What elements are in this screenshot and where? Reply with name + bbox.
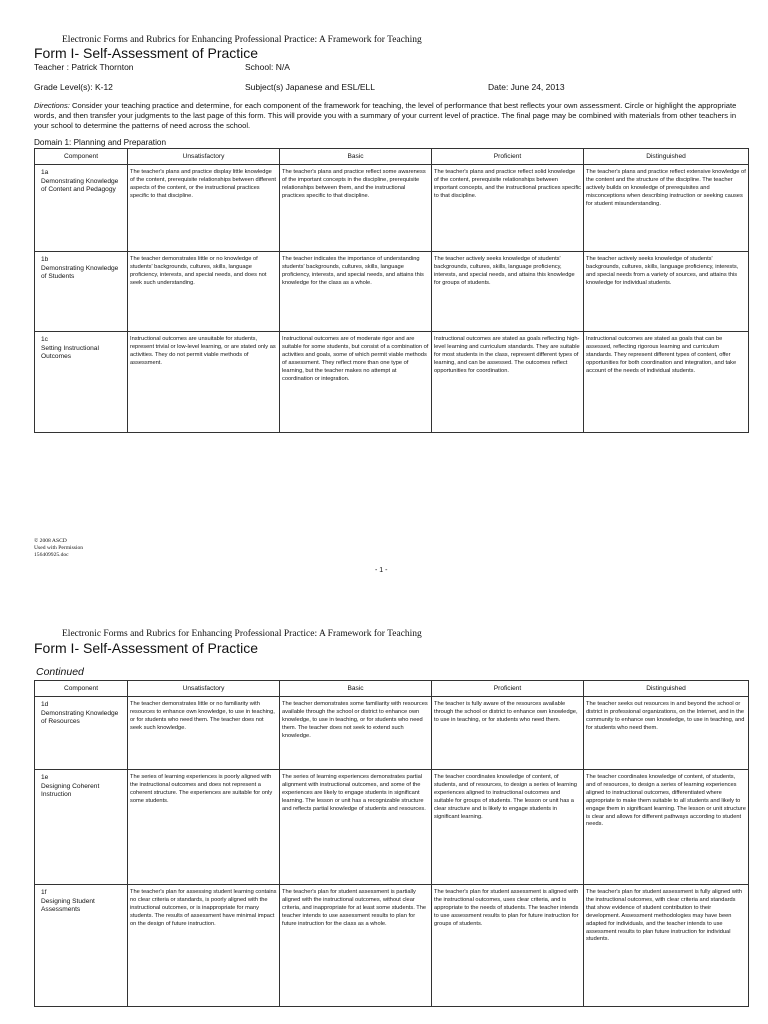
document-supertitle: Electronic Forms and Rubrics for Enhancing Professional Practice: A Framework for Teaching [62,35,422,45]
component-cell: 1f Designing Student Assessments [35,885,128,1007]
table-row [35,165,749,252]
table-row [35,770,749,885]
header-basic: Basic [280,681,432,697]
distinguished-cell: The teacher seeks out resources in and beyond the school or district in professional organizations, on the Internet, and in the community to enhance own knowledge, to use in teaching, and for students who need them. [584,697,749,770]
unsatisfactory-cell: The teacher demonstrates little or no knowledge of students' backgrounds, cultures, skills, language proficiency, interests, and special needs, and does not seek such understanding. [128,252,280,332]
proficient-cell: The teacher actively seeks knowledge of students' backgrounds, cultures, skills, language proficiency, interests, and special needs, and attains this knowledge for groups of students. [432,252,584,332]
directions-label: Directions: [34,101,70,110]
header-distinguished: Distinguished [584,149,749,165]
rubric-table [34,680,749,1007]
header-basic: Basic [280,149,432,165]
teacher-name: Teacher : Patrick Thornton [34,62,134,72]
unsatisfactory-cell: The series of learning experiences is poorly aligned with the instructional outcomes and does not represent a coherent structure. The experiences are suitable for only some students. [128,770,280,885]
table-row [35,697,749,770]
header-component: Component [35,681,128,697]
component-cell: 1b Demonstrating Knowledge of Students [35,252,128,332]
unsatisfactory-cell: The teacher's plans and practice display little knowledge of the content, prerequisite relationships between different aspects of the content, or the instructional practices specific to that discipline. [128,165,280,252]
unsatisfactory-cell: The teacher's plan for assessing student learning contains no clear criteria or standards, is poorly aligned with the instructional outcomes, or is inappropriate for many students. The results of assessment have minimal impact on the design of future instruction. [128,885,280,1007]
table-header-row [35,681,749,697]
header-distinguished: Distinguished [584,681,749,697]
basic-cell: The teacher's plan for student assessment is partially aligned with the instructional outcomes, without clear criteria, and inappropriate for at least some students. The teacher intends to use assessment results to plan for future instruction for the class as a whole. [280,885,432,1007]
school-name: School: N/A [245,62,290,72]
footer-filename: 156409925.doc [34,552,69,559]
distinguished-cell: The teacher coordinates knowledge of content, of students, and of resources, to design a series of learning experiences aligned to instructional outcomes, differentiated where appropriate to make them suitable to all students and likely to engage them in significant learning. The lesson or unit structure is clear and allows for different pathways according to student needs. [584,770,749,885]
table-header-row [35,149,749,165]
basic-cell: Instructional outcomes are of moderate rigor and are suitable for some students, but consist of a combination of activities and goals, some of which permit viable methods of assessment. They reflect more than one type of learning, but the teacher makes no attempt at coordination or integration. [280,332,432,433]
document-supertitle: Electronic Forms and Rubrics for Enhancing Professional Practice: A Framework for Teaching [62,629,422,639]
table-row [35,885,749,1007]
header-unsatisfactory: Unsatisfactory [128,681,280,697]
directions [34,101,746,131]
distinguished-cell: The teacher's plan for student assessment is fully aligned with the instructional outcomes, with clear criteria and standards that show evidence of student contribution to their development. Assessment methodologies may have been adapted for individuals, and the teacher intends to use assessment results to plan future instruction for individual students. [584,885,749,1007]
continued-label: Continued [36,666,84,678]
rubric-table [34,148,749,433]
grade-levels: Grade Level(s): K-12 [34,82,113,92]
basic-cell: The teacher indicates the importance of understanding students' backgrounds, cultures, skills, language proficiency, interests, and special needs, and attains this knowledge for the class as a whole. [280,252,432,332]
distinguished-cell: Instructional outcomes are stated as goals that can be assessed, reflecting rigorous learning and curriculum standards. They represent different types of content, offer opportunities for both coordination and integration, and take account of the needs of individual students. [584,332,749,433]
proficient-cell: The teacher's plans and practice reflect solid knowledge of the content, prerequisite relationships between important concepts, and the instructional practices specific to that discipline. [432,165,584,252]
basic-cell: The series of learning experiences demonstrates partial alignment with instructional outcomes, and some of the experiences are likely to engage students in significant learning. The lesson or unit has a recognizable structure and reflects partial knowledge of students and resources. [280,770,432,885]
footer [34,538,83,560]
proficient-cell: The teacher coordinates knowledge of content, of students, and of resources, to design a series of learning experiences aligned to instructional outcomes and suitable for groups of students. The lesson or unit has a clear structure and is likely to engage students in significant learning. [432,770,584,885]
distinguished-cell: The teacher's plans and practice reflect extensive knowledge of the content and the structure of the discipline. The teacher actively builds on knowledge of prerequisites and misconceptions when describing instruction or seeking causes for student misunderstanding. [584,165,749,252]
unsatisfactory-cell: Instructional outcomes are unsuitable for students, represent trivial or low-level learning, or are stated only as activities. They do not permit viable methods of assessment. [128,332,280,433]
header-unsatisfactory: Unsatisfactory [128,149,280,165]
table-row [35,332,749,433]
proficient-cell: The teacher is fully aware of the resources available through the school or district to enhance own knowledge, to use in teaching, or for students who need them. [432,697,584,770]
proficient-cell: Instructional outcomes are stated as goals reflecting high-level learning and curriculum standards. They are suitable for most students in the class, represent different types of learning, and can be assessed. The outcomes reflect opportunities for coordination. [432,332,584,433]
proficient-cell: The teacher's plan for student assessment is aligned with the instructional outcomes, uses clear criteria, and is appropriate to the needs of students. The teacher intends to use assessment results to plan for future instruction for groups of students. [432,885,584,1007]
form-title: Form I- Self-Assessment of Practice [34,45,259,61]
subjects: Subject(s) Japanese and ESL/ELL [245,82,375,92]
basic-cell: The teacher's plans and practice reflect some awareness of the important concepts in the discipline, prerequisite relationships between them, and the instructional practices specific to that discipline. [280,165,432,252]
page-2 [0,620,768,1024]
unsatisfactory-cell: The teacher demonstrates little or no familiarity with resources to enhance own knowledge, to use in teaching, or for students who need them. The teacher does not seek such knowledge. [128,697,280,770]
page-number: - 1 - [375,567,388,574]
form-title: Form I- Self-Assessment of Practice [34,640,259,656]
component-cell: 1a Demonstrating Knowledge of Content and Pedagogy [35,165,128,252]
header-component: Component [35,149,128,165]
table-row [35,252,749,332]
header-proficient: Proficient [432,681,584,697]
footer-permission: Used with Permission [34,545,84,552]
domain-heading: Domain 1: Planning and Preparation [34,138,166,147]
form-date: Date: June 24, 2013 [488,82,565,92]
directions-text: Consider your teaching practice and determine, for each component of the framework for teaching, the level of performance that best reflects your own assessment. Circle or highlight the appropriate words, and then transfer your judgments to the last page of this form. This will provide you with a summary of your current level of practice. The final page may be combined with materials from other teachers in your school to determine the patterns of need across the school. [34,101,737,130]
component-cell: 1d Demonstrating Knowledge of Resources [35,697,128,770]
component-cell: 1e Designing Coherent Instruction [35,770,128,885]
distinguished-cell: The teacher actively seeks knowledge of students' backgrounds, cultures, skills, language proficiency, interests, and special needs from a variety of sources, and attains this knowledge for individual students. [584,252,749,332]
header-proficient: Proficient [432,149,584,165]
footer-copyright: © 2008 ASCD [34,538,67,544]
basic-cell: The teacher demonstrates some familiarity with resources available through the school or district to enhance own knowledge, to use in teaching, or for students who need them. The teacher does not seek to extend such knowledge. [280,697,432,770]
component-cell: 1c Setting Instructional Outcomes [35,332,128,433]
